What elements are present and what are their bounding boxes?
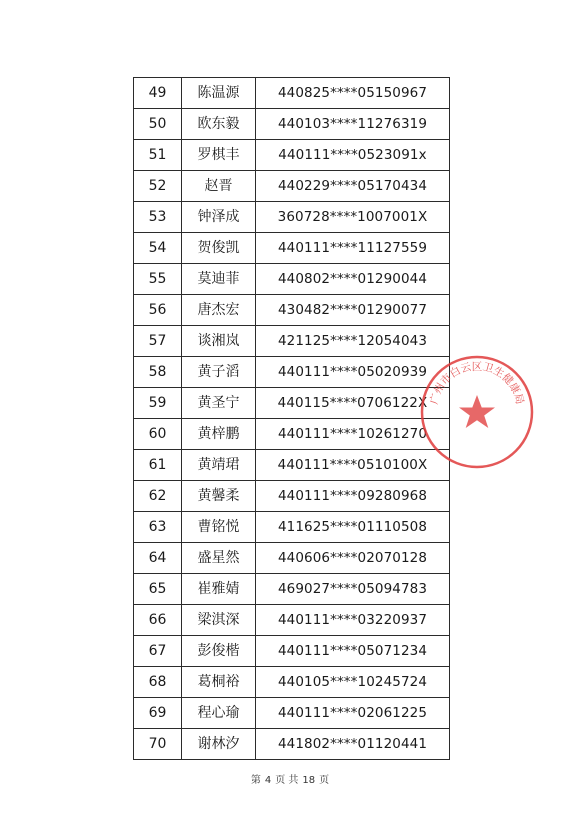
footer-total-pages: 18 <box>302 775 316 786</box>
seal-text: 广州市白云区卫生健康局 <box>428 360 526 406</box>
table-row <box>134 543 450 574</box>
table-row <box>134 450 450 481</box>
id-number: 440606****02070128 <box>256 543 450 574</box>
row-number: 64 <box>134 543 182 574</box>
row-number: 58 <box>134 357 182 388</box>
id-number: 440111****05071234 <box>256 636 450 667</box>
row-number: 70 <box>134 729 182 760</box>
id-number: 440229****05170434 <box>256 171 450 202</box>
person-name: 黄靖珺 <box>182 450 256 481</box>
table-row <box>134 171 450 202</box>
id-number: 440105****10245724 <box>256 667 450 698</box>
roster-table <box>133 77 450 760</box>
person-name: 莫迪菲 <box>182 264 256 295</box>
person-name: 程心瑜 <box>182 698 256 729</box>
roster-table-body <box>134 78 450 760</box>
person-name: 谈湘岚 <box>182 326 256 357</box>
table-row <box>134 326 450 357</box>
table-row <box>134 729 450 760</box>
table-row <box>134 140 450 171</box>
table-row <box>134 233 450 264</box>
person-name: 曹铭悦 <box>182 512 256 543</box>
table-row <box>134 574 450 605</box>
person-name: 黄馨柔 <box>182 481 256 512</box>
id-number: 360728****1007001X <box>256 202 450 233</box>
row-number: 59 <box>134 388 182 419</box>
row-number: 56 <box>134 295 182 326</box>
table-row <box>134 388 450 419</box>
official-seal-stamp <box>418 353 536 471</box>
person-name: 葛桐裕 <box>182 667 256 698</box>
row-number: 66 <box>134 605 182 636</box>
row-number: 65 <box>134 574 182 605</box>
footer-suffix: 页 <box>319 775 330 786</box>
row-number: 69 <box>134 698 182 729</box>
person-name: 钟泽成 <box>182 202 256 233</box>
row-number: 61 <box>134 450 182 481</box>
table-row <box>134 419 450 450</box>
id-number: 430482****01290077 <box>256 295 450 326</box>
id-number: 469027****05094783 <box>256 574 450 605</box>
id-number: 440115****0706122X <box>256 388 450 419</box>
row-number: 51 <box>134 140 182 171</box>
table-row <box>134 605 450 636</box>
row-number: 60 <box>134 419 182 450</box>
table-row <box>134 295 450 326</box>
table-row <box>134 481 450 512</box>
id-number: 440111****05020939 <box>256 357 450 388</box>
person-name: 贺俊凯 <box>182 233 256 264</box>
id-number: 440111****09280968 <box>256 481 450 512</box>
person-name: 黄子滔 <box>182 357 256 388</box>
person-name: 黄圣宁 <box>182 388 256 419</box>
person-name: 谢林汐 <box>182 729 256 760</box>
row-number: 55 <box>134 264 182 295</box>
table-row <box>134 264 450 295</box>
id-number: 440825****05150967 <box>256 78 450 109</box>
id-number: 441802****01120441 <box>256 729 450 760</box>
id-number: 440802****01290044 <box>256 264 450 295</box>
table-row <box>134 636 450 667</box>
table-row <box>134 78 450 109</box>
person-name: 欧东毅 <box>182 109 256 140</box>
person-name: 唐杰宏 <box>182 295 256 326</box>
footer-middle: 页 共 <box>275 775 299 786</box>
id-number: 440111****03220937 <box>256 605 450 636</box>
row-number: 50 <box>134 109 182 140</box>
row-number: 68 <box>134 667 182 698</box>
table-row <box>134 109 450 140</box>
id-number: 411625****01110508 <box>256 512 450 543</box>
row-number: 62 <box>134 481 182 512</box>
person-name: 黄梓鹏 <box>182 419 256 450</box>
table-row <box>134 357 450 388</box>
row-number: 57 <box>134 326 182 357</box>
id-number: 440103****11276319 <box>256 109 450 140</box>
id-number: 440111****11127559 <box>256 233 450 264</box>
id-number: 440111****0510100X <box>256 450 450 481</box>
footer-page-number: 4 <box>264 775 272 786</box>
row-number: 52 <box>134 171 182 202</box>
person-name: 崔雅婧 <box>182 574 256 605</box>
footer-prefix: 第 <box>250 775 261 786</box>
row-number: 63 <box>134 512 182 543</box>
id-number: 440111****10261270 <box>256 419 450 450</box>
star-icon <box>459 395 495 428</box>
table-row <box>134 202 450 233</box>
row-number: 53 <box>134 202 182 233</box>
person-name: 梁淇深 <box>182 605 256 636</box>
table-row <box>134 512 450 543</box>
row-number: 49 <box>134 78 182 109</box>
person-name: 赵晋 <box>182 171 256 202</box>
person-name: 陈温源 <box>182 78 256 109</box>
page-footer <box>0 771 580 786</box>
person-name: 盛星然 <box>182 543 256 574</box>
row-number: 67 <box>134 636 182 667</box>
person-name: 罗棋丰 <box>182 140 256 171</box>
table-row <box>134 698 450 729</box>
id-number: 440111****02061225 <box>256 698 450 729</box>
row-number: 54 <box>134 233 182 264</box>
id-number: 421125****12054043 <box>256 326 450 357</box>
table-row <box>134 667 450 698</box>
id-number: 440111****0523091x <box>256 140 450 171</box>
person-name: 彭俊楷 <box>182 636 256 667</box>
